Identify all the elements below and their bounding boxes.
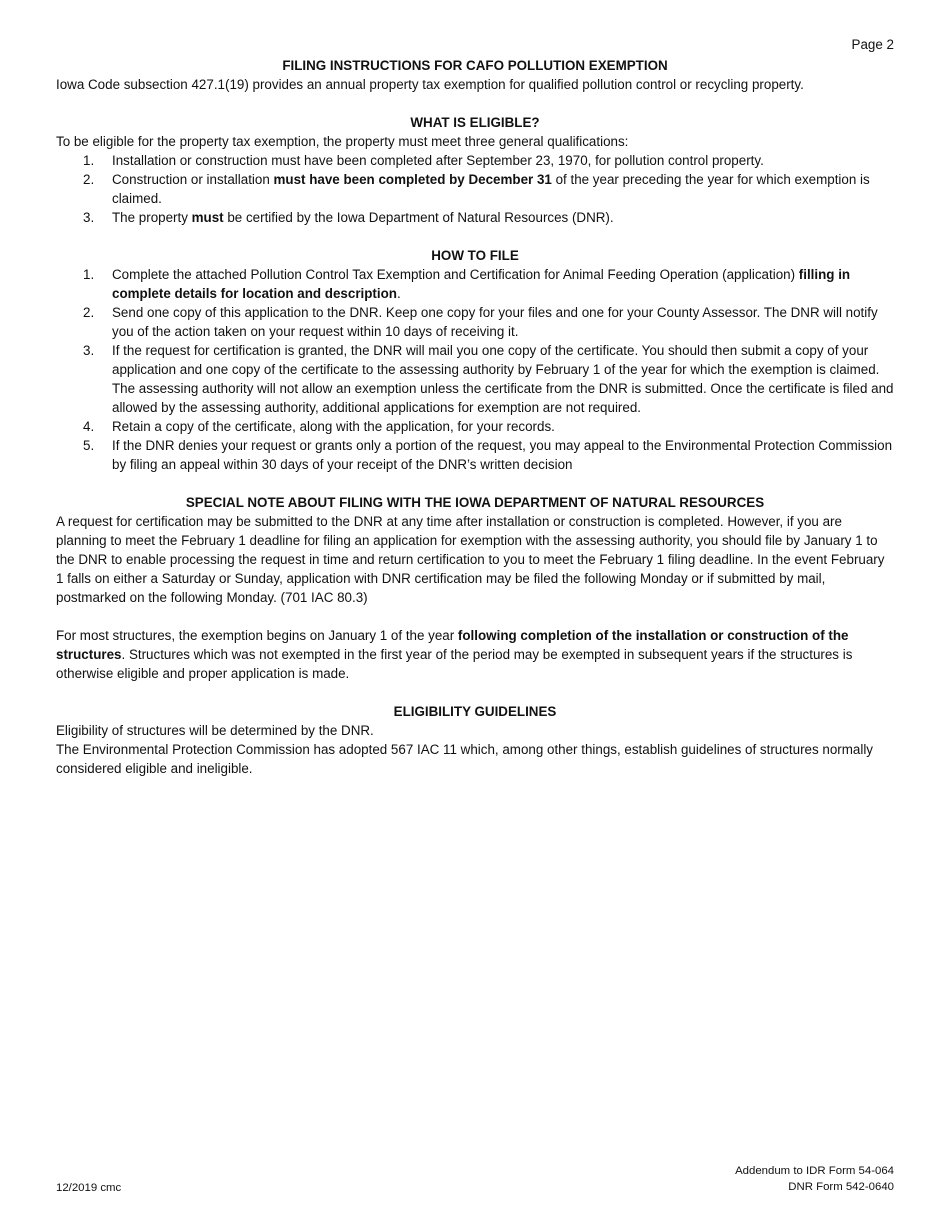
item-number: 2. — [83, 172, 95, 187]
special-note-paragraph: A request for certification may be submitted to the DNR at any time after installation or construction is completed. However, if you are planning to meet the February 1 deadline for filing an application for exemption with the assessing authority, you should file by January 1 to the DNR to enable processing the request in time and return certification to you to meet the February 1 filing deadline. In the event February 1 falls on either a Saturday or Sunday, application with DNR certification may be filed the following Monday or if submitted by mail, postmarked on the following Monday. (701 IAC 80.3) — [56, 514, 885, 605]
item-text: Installation or construction must have been completed after September 23, 1970, for pollution control property. — [112, 153, 764, 168]
item-text: of the year preceding the year for which exemption is claimed. — [112, 172, 870, 206]
page-number: Page 2 — [851, 37, 894, 52]
footer-form-ids — [735, 1163, 894, 1195]
item-text: Retain a copy of the certificate, along with the application, for your records. — [112, 419, 555, 434]
how-to-file-list — [56, 265, 894, 474]
item-number: 5. — [83, 438, 95, 453]
item-number: 2. — [83, 305, 95, 320]
item-text: If the DNR denies your request or grants only a portion of the request, you may appeal to the Environmental Protection Commission by filing an appeal within 30 days of your receipt of the DNR’s written decision — [112, 438, 893, 472]
list-item — [56, 303, 894, 341]
paragraph-text: For most structures, the exemption begins on January 1 of the year — [56, 628, 458, 643]
item-text: be certified by the Iowa Department of Natural Resources (DNR). — [223, 210, 614, 225]
list-item — [56, 170, 894, 208]
list-item — [56, 436, 894, 474]
eligible-lead: To be eligible for the property tax exemption, the property must meet three general qualifications: — [56, 134, 629, 149]
eligible-list — [56, 151, 894, 227]
item-bold-text: filling in complete details for location and description — [112, 267, 851, 301]
list-item — [56, 417, 894, 436]
list-item — [56, 208, 894, 227]
footer-dnr-form: DNR Form 542-0640 — [788, 1181, 894, 1193]
item-number: 3. — [83, 343, 95, 358]
paragraph-text: . Structures which was not exempted in the first year of the period may be exempted in subsequent years if the structures is otherwise eligible and proper application is made. — [56, 647, 853, 681]
item-number: 4. — [83, 419, 95, 434]
guidelines-line-1: Eligibility of structures will be determined by the DNR. — [56, 723, 374, 738]
item-text: . — [396, 286, 401, 301]
item-text: Construction or installation — [112, 172, 274, 187]
eligible-heading: WHAT IS ELIGIBLE? — [410, 115, 540, 130]
guidelines-heading: ELIGIBILITY GUIDELINES — [393, 704, 557, 719]
item-number: 1. — [83, 153, 95, 168]
footer-date-code: 12/2019 cmc — [56, 1182, 122, 1194]
item-text: If the request for certification is granted, the DNR will mail you one copy of the certificate. You should then submit a copy of your application and one copy of the certificate to the assessing authority by February 1 of the year for which the exemption is claimed. The assessing authority will not allow an exemption unless the certificate from the DNR is submitted. Once the certificate is filed and allowed by the assessing authority, additional applications for exemption are not required. — [112, 343, 894, 415]
item-number: 1. — [83, 267, 95, 282]
how-to-file-heading: HOW TO FILE — [431, 248, 519, 263]
list-item — [56, 341, 894, 417]
guidelines-line-2: The Environmental Protection Commission has adopted 567 IAC 11 which, among other things, establish guidelines of structures normally considered eligible and ineligible. — [56, 742, 874, 776]
list-item — [56, 265, 894, 303]
exemption-start-paragraph — [56, 626, 894, 683]
item-text: Complete the attached Pollution Control Tax Exemption and Certification for Animal Feeding Operation (application) — [112, 267, 799, 282]
item-number: 3. — [83, 210, 95, 225]
item-text: Send one copy of this application to the DNR. Keep one copy for your files and one for your County Assessor. The DNR will notify you of the action taken on your request within 10 days of receiving it. — [112, 305, 878, 339]
footer-addendum: Addendum to IDR Form 54-064 — [735, 1165, 894, 1177]
list-item — [56, 151, 894, 170]
item-bold-text: must — [191, 210, 224, 225]
document-body — [56, 0, 894, 778]
document-title: FILING INSTRUCTIONS FOR CAFO POLLUTION EXEMPTION — [282, 58, 668, 73]
paragraph-bold-text: following completion of the installation or construction of the structures — [56, 628, 849, 662]
item-text: The property — [112, 210, 192, 225]
intro-paragraph: Iowa Code subsection 427.1(19) provides an annual property tax exemption for qualified pollution control or recycling property. — [56, 77, 804, 92]
special-note-heading: SPECIAL NOTE ABOUT FILING WITH THE IOWA DEPARTMENT OF NATURAL RESOURCES — [185, 495, 765, 510]
item-bold-text: must have been completed by December 31 — [273, 172, 552, 187]
